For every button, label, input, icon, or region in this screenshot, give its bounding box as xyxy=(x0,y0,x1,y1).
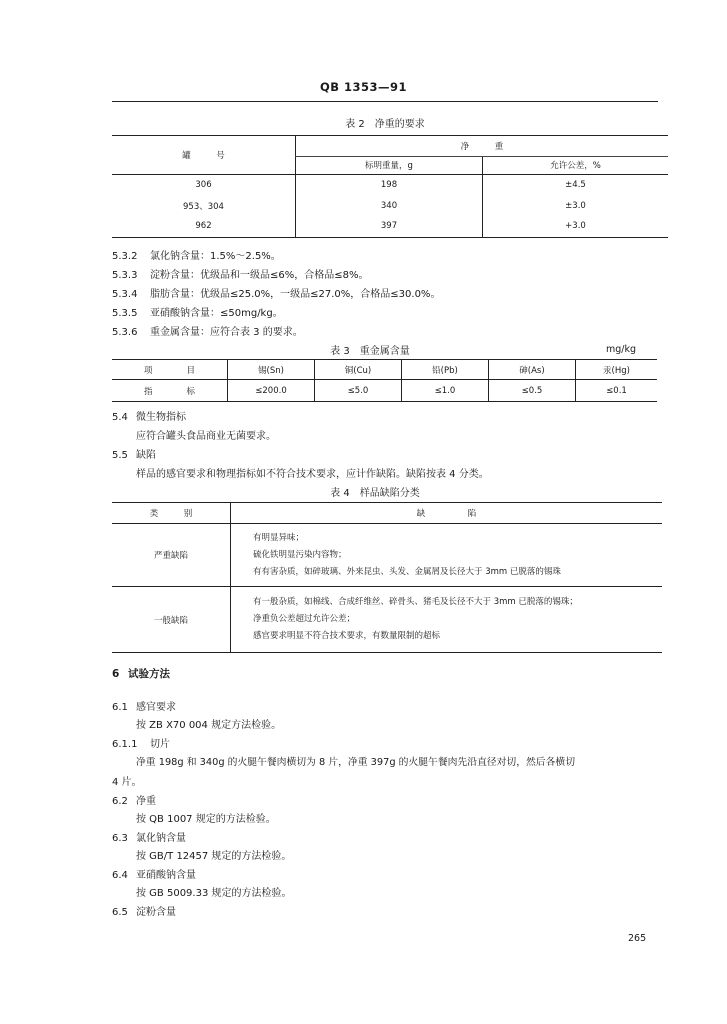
clause-number: 5.3.5 xyxy=(112,308,138,319)
defect-item: 有有害杂质，如碎玻璃、外来昆虫、头发、金属屑及长径大于 3mm 已脱落的锡珠 xyxy=(253,566,561,577)
table3-value-hg: ≤0.1 xyxy=(576,380,658,402)
section-title: 微生物指标 xyxy=(136,412,186,423)
table4-category-general: 一般缺陷 xyxy=(153,615,188,626)
method-6-3-heading xyxy=(112,829,186,844)
table2-caption: 表 2 净重的要求 xyxy=(345,119,425,130)
clause-number: 5.3.3 xyxy=(112,270,138,281)
table3 xyxy=(112,359,657,402)
table3-value-as: ≤0.5 xyxy=(489,380,576,402)
table2 xyxy=(112,136,668,238)
section-5-4-heading xyxy=(112,408,186,423)
table3-header-item: 项 目 xyxy=(112,360,228,380)
method-title: 切片 xyxy=(150,739,170,750)
table-row xyxy=(112,587,662,653)
table2-col-tol: 允许公差，% xyxy=(483,156,669,174)
clause-number: 5.3.2 xyxy=(112,251,138,262)
method-number: 6.2 xyxy=(112,796,128,807)
table3-unit: mg/kg xyxy=(606,344,637,355)
method-6-1-1-body-cont: 4 片。 xyxy=(112,777,142,788)
table-row xyxy=(112,380,657,402)
table4 xyxy=(112,502,662,653)
clause-5-3-5 xyxy=(112,304,283,319)
standard-code-header: QB 1353—91 xyxy=(319,80,408,94)
method-6-1-body: 按 ZB X70 004 规定方法检验。 xyxy=(136,720,282,731)
clause-text: 氯化钠含量：1.5%～2.5%。 xyxy=(150,251,281,262)
table3-header-as: 砷(As) xyxy=(489,360,576,380)
defect-item: 净重负公差超过允许公差； xyxy=(253,614,356,624)
table4-caption: 表 4 样品缺陷分类 xyxy=(330,488,420,499)
clause-text: 脂肪含量：优级品≤25.0%，一级品≤27.0%，合格品≤30.0%。 xyxy=(150,289,441,300)
table2-can: 306 xyxy=(195,179,212,190)
method-6-5-heading xyxy=(112,903,176,918)
table-row xyxy=(112,195,668,216)
table4-col-category: 类 别 xyxy=(112,503,231,524)
method-6-4-heading xyxy=(112,866,196,881)
table3-header-sn: 锡(Sn) xyxy=(228,360,315,380)
section-5-5-heading xyxy=(112,446,156,461)
header-rule xyxy=(112,101,658,102)
section-number: 5.5 xyxy=(112,450,128,461)
table2-weight: 340 xyxy=(296,195,483,216)
table2-can: 953、304 xyxy=(183,201,224,212)
method-title: 感官要求 xyxy=(136,702,176,713)
section-5-4-body: 应符合罐头食品商业无菌要求。 xyxy=(136,431,276,442)
clause-number: 5.3.6 xyxy=(112,327,138,338)
method-number: 6.1 xyxy=(112,702,128,713)
section-number: 5.4 xyxy=(112,412,128,423)
defect-item: 感官要求明显不符合技术要求，有数量限制的超标 xyxy=(253,631,441,641)
section-title: 试验方法 xyxy=(128,668,170,680)
method-number: 6.3 xyxy=(112,833,128,844)
clause-5-3-6 xyxy=(112,323,303,338)
method-number: 6.4 xyxy=(112,870,128,881)
table2-tol: ±3.0 xyxy=(483,195,669,216)
section-number: 6 xyxy=(112,668,120,680)
method-title: 净重 xyxy=(136,796,156,807)
table3-header-hg: 汞(Hg) xyxy=(576,360,658,380)
page-number: 265 xyxy=(628,933,647,944)
table2-weight: 198 xyxy=(296,174,483,195)
method-title: 亚硝酸钠含量 xyxy=(136,870,196,881)
table3-value-cu: ≤5.0 xyxy=(315,380,402,402)
table2-col-weight: 标明重量，g xyxy=(296,156,483,174)
table3-header-pb: 铅(Pb) xyxy=(402,360,489,380)
table2-weight: 397 xyxy=(296,216,483,237)
method-6-4-body: 按 GB 5009.33 规定的方法检验。 xyxy=(136,888,292,899)
method-6-1-heading xyxy=(112,698,176,713)
table2-can: 962 xyxy=(112,216,296,237)
section-6-heading xyxy=(112,666,170,681)
table3-caption: 表 3 重金属含量 xyxy=(330,346,410,357)
table4-defects-general xyxy=(231,587,663,653)
clause-text: 淀粉含量：优级品和一级品≤6%，合格品≤8%。 xyxy=(150,270,369,281)
clause-text: 重金属含量：应符合表 3 的要求。 xyxy=(150,327,303,338)
table2-col-can: 罐 号 xyxy=(112,136,296,174)
table3-value-pb: ≤1.0 xyxy=(402,380,489,402)
clause-5-3-4 xyxy=(112,285,440,300)
section-5-5-body: 样品的感官要求和物理指标如不符合技术要求，应计作缺陷。缺陷按表 4 分类。 xyxy=(136,469,489,480)
method-6-3-body: 按 GB/T 12457 规定的方法检验。 xyxy=(136,851,292,862)
clause-5-3-3 xyxy=(112,266,369,281)
method-title: 氯化钠含量 xyxy=(136,833,186,844)
table-row xyxy=(112,524,662,587)
clause-text: 亚硝酸钠含量：≤50mg/kg。 xyxy=(150,308,283,319)
table2-tol: ±4.5 xyxy=(483,174,669,195)
clause-5-3-2 xyxy=(112,247,281,262)
table-row xyxy=(112,216,668,237)
table4-defects-serious xyxy=(231,524,663,587)
table3-value-sn: ≤200.0 xyxy=(228,380,315,402)
defect-item: 有一般杂质，如棉线、合成纤维丝、碎骨头、猪毛及长径不大于 3mm 已脱落的锡珠； xyxy=(253,597,578,607)
defect-item: 硫化铁明显污染内容物； xyxy=(253,549,347,560)
method-number: 6.1.1 xyxy=(112,739,138,750)
table2-tol: +3.0 xyxy=(483,216,669,237)
method-6-1-1-heading xyxy=(112,735,170,750)
table4-category-serious: 严重缺陷 xyxy=(112,524,231,587)
method-number: 6.5 xyxy=(112,907,128,918)
method-6-2-body: 按 QB 1007 规定的方法检验。 xyxy=(136,814,276,825)
method-6-1-1-body: 净重 198g 和 340g 的火腿午餐肉横切为 8 片，净重 397g 的火腿午餐肉先沿直径对切，然后各横切 xyxy=(136,757,575,768)
defect-item: 有明显异味； xyxy=(253,532,305,543)
table3-header-cu: 铜(Cu) xyxy=(315,360,402,380)
method-6-2-heading xyxy=(112,792,156,807)
table4-col-defect: 缺 陷 xyxy=(231,503,663,524)
clause-number: 5.3.4 xyxy=(112,289,138,300)
table2-col-group: 净 重 xyxy=(296,136,669,156)
table3-row-label: 指 标 xyxy=(143,386,195,397)
table-row xyxy=(112,174,668,195)
section-title: 缺陷 xyxy=(136,450,156,461)
method-title: 淀粉含量 xyxy=(136,907,176,918)
